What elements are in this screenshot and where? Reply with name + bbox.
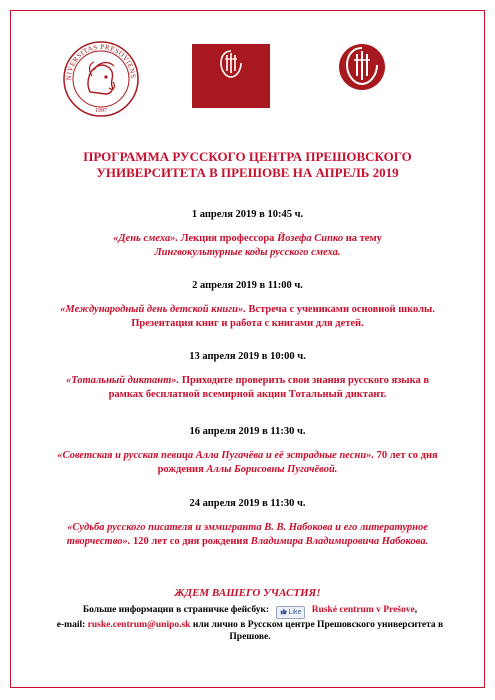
event-item-5 bbox=[50, 497, 445, 549]
facebook-like-button[interactable] bbox=[276, 606, 306, 619]
event-text: Лекция профессора bbox=[178, 233, 278, 244]
university-seal-logo bbox=[62, 40, 140, 118]
event-item-2 bbox=[50, 279, 445, 331]
facebook-page-link[interactable]: Ruské centrum v Prešove bbox=[311, 605, 415, 615]
russian-center-logo bbox=[192, 44, 270, 108]
contact-info bbox=[40, 604, 460, 643]
event-title: «Международный день детской книги». bbox=[60, 304, 246, 315]
event-description bbox=[50, 232, 445, 260]
russkiy-mir-emblem-icon bbox=[337, 42, 387, 92]
event-title: «День смеха». bbox=[113, 233, 179, 244]
event-text: 120 лет со дня рождения bbox=[130, 536, 251, 547]
event-title: «Судьба русского писателя и эммигранта В. В. Набокова и его литературное творчество». bbox=[66, 522, 428, 547]
event-topic: Лингвокультурные коды русского смеха. bbox=[154, 247, 341, 258]
event-title: «Тотальный диктант». bbox=[65, 375, 180, 386]
email-label: e-mail: bbox=[56, 620, 86, 630]
event-person: Владимира Владимировича Набокова. bbox=[250, 536, 429, 547]
event-title: «Советская и русская певица Алла Пугачёва и её эстрадные песни». bbox=[57, 450, 375, 461]
event-date: 16 апреля 2019 в 11:30 ч. bbox=[189, 426, 306, 437]
event-person: Аллы Борисовны Пугачёвой. bbox=[206, 464, 338, 475]
page-title-line-1: ПРОГРАММА РУССКОГО ЦЕНТРА ПРЕШОВСКОГО bbox=[83, 149, 412, 164]
page-title-line-2: УНИВЕРСИТЕТА В ПРЕШОВЕ НА АПРЕЛЬ 2019 bbox=[96, 165, 399, 180]
event-text: 70 лет со дня рождения bbox=[157, 450, 438, 475]
event-description bbox=[50, 521, 445, 549]
page-title bbox=[20, 149, 475, 181]
email-suffix: или лично в Русском центре Прешовского университета в Прешове. bbox=[192, 620, 444, 642]
event-date: 2 апреля 2019 в 11:00 ч. bbox=[192, 280, 303, 291]
event-text: Приходите проверить свои знания русского языка в рамках бесплатной всемирной акции Тотальный диктант. bbox=[108, 375, 430, 400]
logo-row bbox=[0, 40, 495, 120]
call-to-action: ЖДЕМ ВАШЕГО УЧАСТИЯ! bbox=[174, 587, 321, 599]
event-text: Встреча с учениками основной школы. Презентация книг и работа с книгами для детей. bbox=[131, 304, 435, 329]
event-date: 24 апреля 2019 в 11:30 ч. bbox=[189, 498, 306, 509]
event-person: Йозефа Сипко bbox=[277, 233, 344, 244]
event-date: 1 апреля 2019 в 10:45 ч. bbox=[191, 209, 304, 220]
event-description bbox=[50, 374, 445, 402]
thumbs-up-icon bbox=[280, 608, 287, 615]
event-text: на тему bbox=[343, 233, 382, 244]
russkiy-mir-logo bbox=[322, 42, 402, 118]
svg-text:UNIVERSITAS PRESOVIENSIS: NIVERSITAS PRESOVIENS bbox=[64, 42, 138, 81]
event-date: 13 апреля 2019 в 10:00 ч. bbox=[189, 351, 306, 362]
facebook-suffix: , bbox=[414, 605, 418, 615]
event-description bbox=[50, 449, 445, 477]
event-description bbox=[50, 303, 445, 331]
event-item-3 bbox=[50, 350, 445, 402]
event-item-1 bbox=[50, 208, 445, 260]
svg-text:1997: 1997 bbox=[95, 108, 107, 114]
like-label: Like bbox=[288, 609, 302, 616]
event-item-4 bbox=[50, 425, 445, 477]
facebook-prefix: Больше информации в страничке фейсбук: bbox=[82, 605, 270, 615]
email-link[interactable]: ruske.centrum@unipo.sk bbox=[87, 620, 191, 630]
russian-center-emblem-icon bbox=[218, 49, 244, 79]
